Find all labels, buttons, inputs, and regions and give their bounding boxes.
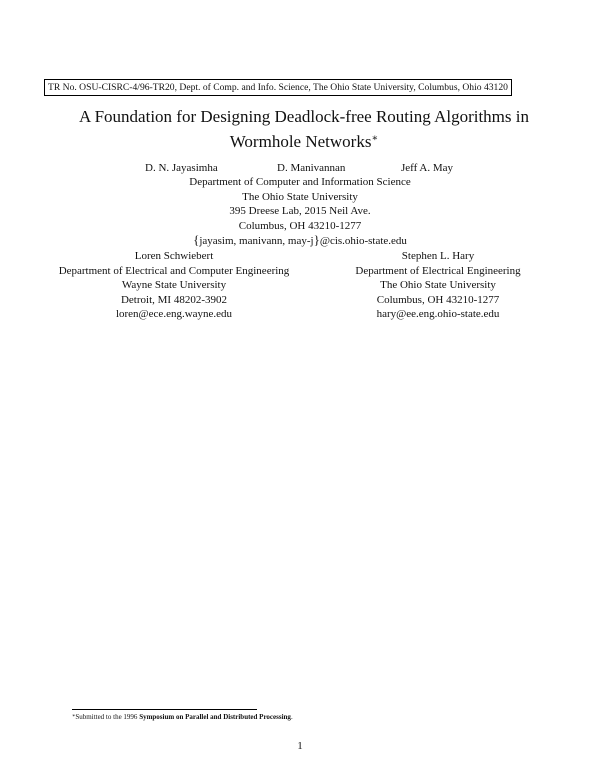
- tech-report-header: TR No. OSU-CISRC-4/96-TR20, Dept. of Comp. and Info. Science, The Ohio State University, Columbus, Ohio 43120: [44, 79, 512, 96]
- author-may: Jeff A. May: [401, 162, 454, 174]
- affil-email: [100, 233, 500, 249]
- footnote-venue: Symposium on Parallel and Distributed Processing: [139, 713, 291, 721]
- coauthor-right-department: Department of Electrical Engineering: [355, 264, 521, 277]
- footnote-rule: [72, 709, 257, 710]
- footnote-marker: ∗: [72, 714, 76, 719]
- email-brace-open: {: [193, 232, 200, 248]
- affil-address: 395 Dreese Lab, 2015 Neil Ave.: [229, 205, 371, 218]
- title-footnote-marker: ∗: [371, 133, 379, 144]
- footnote-suffix: .: [290, 713, 293, 721]
- coauthor-left-name: Loren Schwiebert: [134, 250, 214, 262]
- page-number: 1: [297, 740, 303, 752]
- coauthor-left-email: loren@ece.eng.wayne.edu: [115, 308, 233, 321]
- paper-title: [40, 106, 568, 153]
- coauthor-right-university: The Ohio State University: [380, 279, 496, 292]
- title-line-2: [40, 128, 568, 153]
- primary-affiliation: [100, 175, 500, 249]
- coauthor-right: [348, 249, 528, 322]
- coauthor-right-city: Columbus, OH 43210-1277: [376, 293, 500, 306]
- affil-city: Columbus, OH 43210-1277: [238, 219, 362, 232]
- coauthor-right-email: hary@ee.eng.ohio-state.edu: [376, 308, 500, 321]
- coauthor-left-department: Department of Electrical and Computer Engineering: [58, 264, 290, 277]
- affil-department: Department of Computer and Information Science: [189, 176, 411, 188]
- email-domain: @cis.ohio-state.edu: [319, 235, 407, 248]
- author-manivannan: D. Manivannan: [277, 162, 346, 174]
- footnote-prefix: Submitted to the 1996: [75, 713, 140, 721]
- coauthor-left: [24, 249, 324, 322]
- affil-university: The Ohio State University: [242, 190, 358, 203]
- email-users: jayasim, manivann, may-j: [199, 235, 314, 248]
- email-brace-close: }: [313, 232, 320, 248]
- title-line-2-text: Wormhole Networks: [229, 132, 372, 151]
- author-jayasimha: D. N. Jayasimha: [145, 162, 218, 174]
- coauthor-left-university: Wayne State University: [121, 279, 227, 292]
- footnote: [72, 712, 293, 722]
- title-line-1: A Foundation for Designing Deadlock-free Routing Algorithms in: [79, 107, 529, 126]
- coauthor-left-city: Detroit, MI 48202-3902: [120, 293, 227, 306]
- coauthor-right-name: Stephen L. Hary: [401, 250, 475, 262]
